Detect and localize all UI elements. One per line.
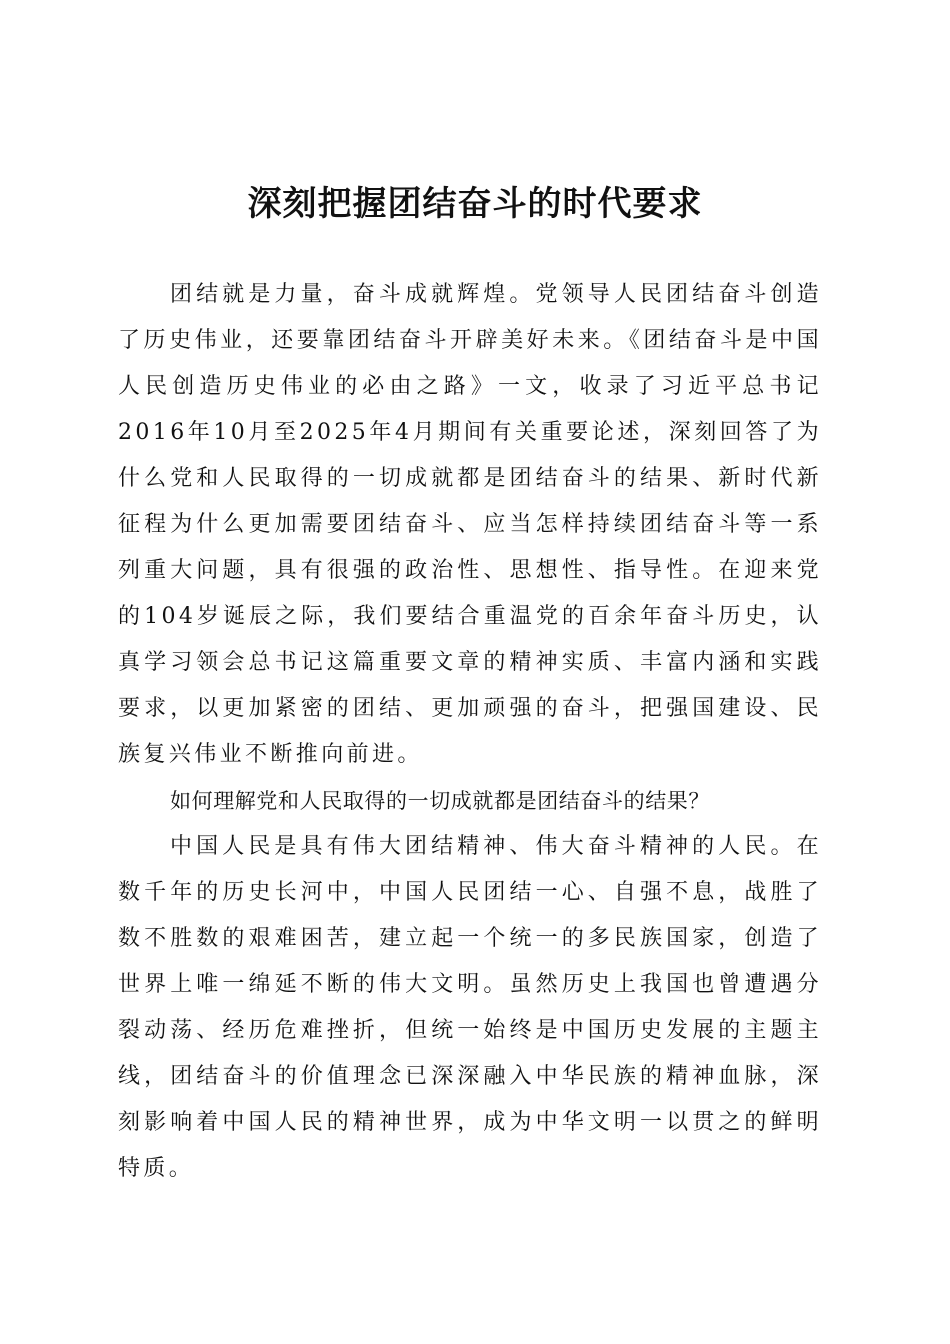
document-title: 深刻把握团结奋斗的时代要求 [247,184,703,224]
document-body [118,272,822,1192]
section-subheading: 如何理解党和人民取得的一切成就都是团结奋斗的结果？ [170,789,710,813]
paragraph-intro: 团结就是力量，奋斗成就辉煌。党领导人民团结奋斗创造了历史伟业，还要靠团结奋斗开辟美好未来。《团结奋斗是中国人民创造历史伟业的必由之路》一文，收录了习近平总书记2016年10月至2025年4月期间有关重要论述，深刻回答了为什么党和人民取得的一切成就都是团结奋斗的结果、新时代新征程为什么更加需要团结奋斗、应当怎样持续团结奋斗等一系列重大问题，具有很强的政治性、思想性、指导性。在迎来党的104岁诞辰之际，我们要结合重温党的百余年奋斗历史，认真学习领会总书记这篇重要文章的精神实质、丰富内涵和实践要求，以更加紧密的团结、更加顽强的奋斗，把强国建设、民族复兴伟业不断推向前进。 [118,282,822,767]
paragraph-section-1: 中国人民是具有伟大团结精神、伟大奋斗精神的人民。在数千年的历史长河中，中国人民团结一心、自强不息，战胜了数不胜数的艰难困苦，建立起一个统一的多民族国家，创造了世界上唯一绵延不断的伟大文明。虽然历史上我国也曾遭遇分裂动荡、经历危难挫折，但统一始终是中国历史发展的主题主线，团结奋斗的价值理念已深深融入中华民族的精神血脉，深刻影响着中国人民的精神世界，成为中华文明一以贯之的鲜明特质。 [118,834,822,1181]
